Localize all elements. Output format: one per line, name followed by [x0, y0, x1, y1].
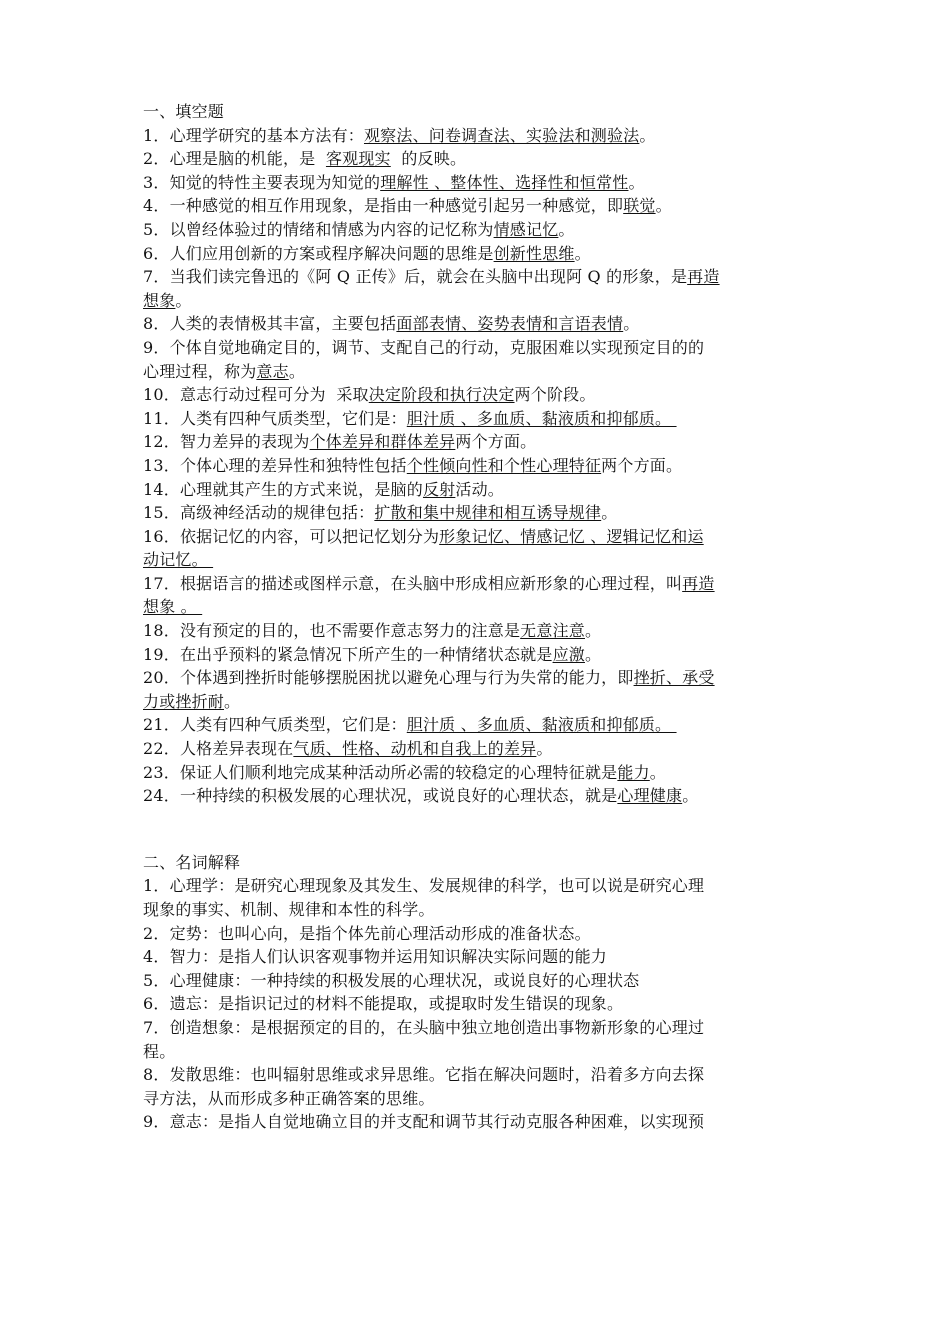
line-text: 24．一种持续的积极发展的心理状况，或说良好的心理状态，就是 [143, 786, 618, 806]
line-text: 19．在出乎预料的紧急情况下所产生的一种情绪状态就是 [143, 644, 553, 664]
answer-text: 扩散和集中规律和相互诱导规律 [374, 503, 602, 523]
line-text: 8．人类的表情极其丰富，主要包括 [143, 314, 397, 334]
question-list [143, 124, 811, 808]
question-line [143, 242, 811, 266]
answer-text: 反射 [422, 479, 456, 499]
answer-text: 客观现实 [325, 149, 391, 169]
answer-text: 面部表情、姿势表情和言语表情 [396, 314, 624, 334]
answer-text: 能力 [617, 762, 650, 782]
line-text: 。 [639, 125, 656, 145]
line-text: 9．意志：是指人自觉地确立目的并支配和调节其行动克服各种困难，以实现预 [143, 1112, 705, 1132]
term-definition-section [143, 851, 811, 1134]
line-text: 的反映。 [390, 149, 467, 169]
answer-text: 情感记忆 [493, 219, 559, 239]
section-spacer [143, 808, 811, 851]
line-text: 9．个体自觉地确定目的，调节、支配自己的行动，克服困难以实现预定目的的 [143, 337, 705, 357]
definition-line [143, 874, 811, 898]
line-text: 。 [628, 172, 645, 192]
line-text: 1．心理学：是研究心理现象及其发生、发展规律的科学，也可以说是研究心理 [143, 876, 705, 896]
line-text: 两个方面。 [455, 432, 537, 452]
line-text: 1．心理学研究的基本方法有： [143, 125, 364, 145]
question-line [143, 383, 811, 407]
answer-text: 无意注意 [520, 621, 585, 641]
line-text: 11．人类有四种气质类型，它们是： [143, 408, 407, 428]
line-text: 。 [558, 219, 575, 239]
definition-list [143, 874, 811, 1134]
fill-in-blank-section [143, 100, 811, 808]
answer-text: 个性倾向性和个性心理特征 [406, 455, 602, 475]
answer-text: 胆汁质 、多血质、黏液质和抑郁质。 [406, 408, 677, 428]
answer-text: 创新性思维 [493, 243, 575, 263]
question-line [143, 430, 811, 454]
question-line [143, 737, 811, 761]
line-text: 18．没有预定的目的，也不需要作意志努力的注意是 [143, 621, 521, 641]
question-line [143, 525, 811, 549]
question-line [143, 784, 811, 808]
question-line [143, 478, 811, 502]
line-text: 4．一种感觉的相互作用现象，是指由一种感觉引起另一种感觉，即 [143, 196, 624, 216]
line-text: 8．发散思维：也叫辐射思维或求异思维。它指在解决问题时，沿着多方向去探 [143, 1065, 705, 1085]
answer-text: 联觉 [623, 196, 656, 216]
question-line [143, 619, 811, 643]
definition-line [143, 945, 811, 969]
question-line [143, 124, 811, 148]
line-text: 。 [584, 621, 602, 641]
question-line [143, 147, 811, 171]
definition-line [143, 922, 811, 946]
question-line [143, 360, 811, 384]
answer-text: 意志 [256, 361, 289, 381]
definition-line [143, 1016, 811, 1040]
line-text: 3．知觉的特性主要表现为知觉的 [143, 172, 381, 192]
line-text: 寻方法，从而形成多种正确答案的思维。 [143, 1088, 435, 1108]
line-text: 。 [288, 361, 306, 381]
question-line [143, 690, 811, 714]
line-text: 。 [623, 314, 640, 334]
answer-text: 挫折、承受 [633, 668, 715, 688]
line-text: 5．心理健康：一种持续的积极发展的心理状况，或说良好的心理状态 [143, 970, 640, 990]
line-text: 。 [682, 786, 699, 806]
answer-text: 想象 。 [143, 597, 203, 617]
line-text: 17．根据语言的描述或图样示意，在头脑中形成相应新形象的心理过程，叫 [143, 573, 683, 593]
question-line [143, 643, 811, 667]
question-line [143, 289, 811, 313]
question-line [143, 548, 811, 572]
line-text: 4．智力：是指人们认识客观事物并运用知识解决实际问题的能力 [143, 947, 607, 967]
line-text: 22．人格差异表现在 [143, 739, 294, 759]
line-text: 10．意志行动过程可分为 采取 [143, 385, 369, 405]
answer-text: 观察法、问卷调查法、实验法和测验法 [363, 125, 640, 145]
line-text: 。 [175, 290, 192, 310]
answer-text: 应激 [552, 644, 585, 664]
question-line [143, 501, 811, 525]
line-text: 14．心理就其产生的方式来说，是脑的 [143, 479, 423, 499]
line-text: 21．人类有四种气质类型，它们是： [143, 715, 407, 735]
definition-line [143, 1063, 811, 1087]
line-text: 。 [536, 739, 553, 759]
line-text: 。 [574, 243, 591, 263]
line-text: 两个方面。 [601, 455, 683, 475]
question-line [143, 713, 811, 737]
definition-line [143, 969, 811, 993]
answer-text: 个体差异和群体差异 [309, 432, 456, 452]
answer-text: 胆汁质 、多血质、黏液质和抑郁质。 [406, 715, 677, 735]
line-text: 。 [655, 196, 672, 216]
question-line [143, 454, 811, 478]
answer-text: 想象 [143, 290, 176, 310]
definition-line [143, 1040, 811, 1064]
answer-text: 形象记忆、情感记忆 、逻辑记忆和运 [439, 526, 704, 546]
question-line [143, 218, 811, 242]
definition-line [143, 898, 811, 922]
line-text: 2．心理是脑的机能，是 [143, 149, 326, 169]
answer-text: 决定阶段和执行决定 [368, 385, 515, 405]
line-text: 7．当我们读完鲁迅的《阿 Q 正传》后，就会在头脑中出现阿 Q 的形象，是 [143, 267, 688, 287]
answer-text: 力或挫折耐 [143, 691, 225, 711]
line-text: 。 [584, 644, 602, 664]
line-text: 13．个体心理的差异性和独特性包括 [143, 455, 407, 475]
question-line [143, 265, 811, 289]
definition-line [143, 1087, 811, 1111]
line-text: 12．智力差异的表现为 [143, 432, 310, 452]
line-text: 程。 [143, 1041, 176, 1061]
answer-text: 心理健康 [617, 786, 683, 806]
line-text: 。 [224, 691, 241, 711]
answer-text: 再造 [687, 267, 720, 287]
question-line [143, 312, 811, 336]
question-line [143, 761, 811, 785]
document-page [143, 100, 811, 1134]
section-title: 二、名词解释 [143, 852, 241, 872]
line-text: 6．遗忘：是指识记过的材料不能提取，或提取时发生错误的现象。 [143, 994, 624, 1014]
line-text: 7．创造想象：是根据预定的目的，在头脑中独立地创造出事物新形象的心理过 [143, 1017, 705, 1037]
question-line [143, 572, 811, 596]
answer-text: 再造 [682, 573, 715, 593]
question-line [143, 194, 811, 218]
answer-text: 理解性 、整体性、选择性和恒常性 [380, 172, 629, 192]
line-text: 两个阶段。 [514, 385, 596, 405]
line-text: 。 [649, 762, 666, 782]
line-text: 20．个体遇到挫折时能够摆脱困扰以避免心理与行为失常的能力，即 [143, 668, 634, 688]
definition-line [143, 1110, 811, 1134]
answer-text: 动记忆。 [143, 550, 214, 570]
line-text: 5．以曾经体验过的情绪和情感为内容的记忆称为 [143, 219, 494, 239]
question-line [143, 336, 811, 360]
line-text: 心理过程，称为 [143, 361, 257, 381]
definition-line [143, 992, 811, 1016]
line-text: 15．高级神经活动的规律包括： [143, 503, 375, 523]
question-line [143, 171, 811, 195]
question-line [143, 666, 811, 690]
section-title: 一、填空题 [143, 102, 225, 121]
line-text: 活动。 [455, 479, 504, 499]
line-text: 16．依据记忆的内容，可以把记忆划分为 [143, 526, 440, 546]
line-text: 现象的事实、机制、规律和本性的科学。 [143, 900, 435, 919]
line-text: 2．定势：也叫心向，是指个体先前心理活动形成的准备状态。 [143, 923, 591, 943]
line-text: 。 [601, 503, 618, 523]
answer-text: 气质、性格、动机和自我上的差异 [293, 739, 537, 759]
question-line [143, 595, 811, 619]
line-text: 23．保证人们顺利地完成某种活动所必需的较稳定的心理特征就是 [143, 762, 618, 782]
line-text: 6．人们应用创新的方案或程序解决问题的思维是 [143, 243, 494, 263]
question-line [143, 407, 811, 431]
